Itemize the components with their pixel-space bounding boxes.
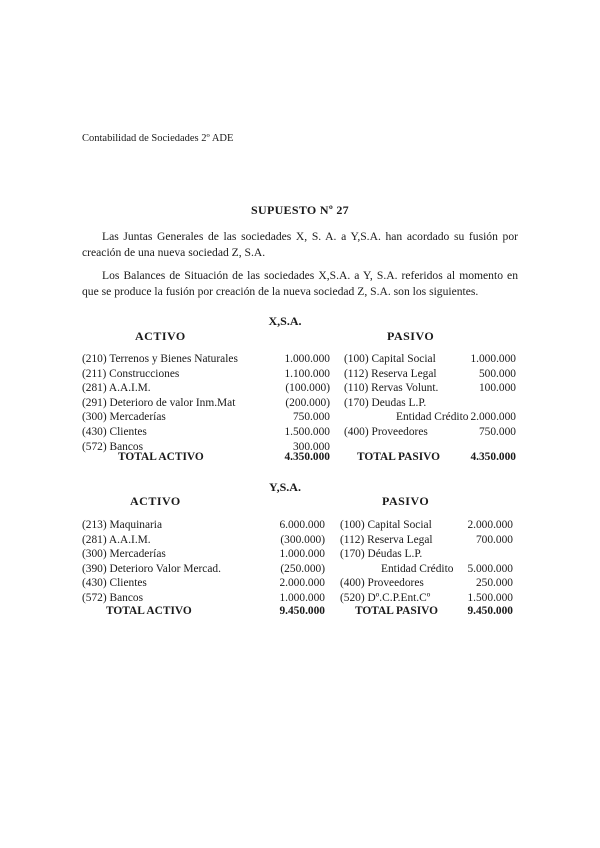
total-activo-value: 4.350.000 <box>284 451 330 463</box>
pasivo-row-value: 100.000 <box>478 382 516 395</box>
activo-row-value: (200.000) <box>285 396 330 409</box>
activo-row-label: (281) A.A.I.M. <box>82 533 151 546</box>
total-pasivo-value: 9.450.000 <box>467 605 513 617</box>
pasivo-row-label: (112) Reserva Legal <box>344 367 437 380</box>
activo-row-label: (430) Clientes <box>82 426 147 438</box>
page-header: Contabilidad de Sociedades 2º ADE <box>82 133 234 144</box>
activo-row-value: 1.100.000 <box>284 367 330 380</box>
activo-row-label: (213) Maquinaria <box>82 519 163 531</box>
pasivo-row-label: (100) Capital Social <box>344 353 436 365</box>
intro-paragraph-text: Las Juntas Generales de las sociedades X, S. A. a Y,S.A. han acordado su fusión por creación de una nueva sociedad Z, S.A. <box>82 230 518 259</box>
pasivo-row-label: (400) Proveedores <box>344 426 428 438</box>
activo-row-value: (300.000) <box>280 533 325 546</box>
pasivo-row-label: (100) Capital Social <box>340 519 432 531</box>
activo-row-label: (390) Deterioro Valor Mercad. <box>82 562 221 575</box>
activo-row-value: 1.000.000 <box>279 548 325 561</box>
activo-header: ACTIVO <box>130 494 181 508</box>
total-activo-label: TOTAL ACTIVO <box>106 605 192 617</box>
pasivo-header: PASIVO <box>387 329 435 343</box>
total-pasivo-value: 4.350.000 <box>470 451 516 463</box>
activo-row-value: 6.000.000 <box>279 519 325 531</box>
total-activo-label: TOTAL ACTIVO <box>118 451 204 463</box>
pasivo-row-value: 500.000 <box>478 367 516 380</box>
page-title: SUPUESTO Nº 27 <box>251 203 349 217</box>
activo-row-label: (572) Bancos <box>82 592 144 604</box>
pasivo-row-value: 1.000.000 <box>470 353 516 365</box>
activo-header: ACTIVO <box>135 329 186 343</box>
balances-paragraph <box>82 268 518 300</box>
activo-row-value: 300.000 <box>292 440 330 453</box>
pasivo-row-value: 700.000 <box>475 533 513 546</box>
pasivo-row-label: (110) Rervas Volunt. <box>344 382 439 395</box>
activo-row-label: (300) Mercaderías <box>82 548 166 561</box>
activo-row-label: (430) Clientes <box>82 577 147 590</box>
pasivo-row-value: 250.000 <box>475 577 513 590</box>
activo-row-label: (211) Construcciones <box>82 367 180 380</box>
activo-row-value: 1.000.000 <box>279 592 325 604</box>
total-activo-value: 9.450.000 <box>279 605 325 617</box>
pasivo-header: PASIVO <box>382 494 430 508</box>
activo-row-value: 750.000 <box>292 411 330 424</box>
pasivo-row-value: 2.000.000 <box>467 519 513 531</box>
activo-row-value: (250.000) <box>280 562 325 575</box>
company-name: X,S.A. <box>268 314 302 328</box>
activo-row-label: (572) Bancos <box>82 440 144 453</box>
activo-row-label: (300) Mercaderías <box>82 411 166 424</box>
total-pasivo-label: TOTAL PASIVO <box>355 605 439 617</box>
pasivo-row-label: (170) Deudas L.P. <box>344 396 427 409</box>
activo-row-value: (100.000) <box>285 382 330 395</box>
activo-row-label: (210) Terrenos y Bienes Naturales <box>82 353 238 365</box>
pasivo-row-value: 2.000.000 <box>470 411 516 424</box>
pasivo-row-label: (400) Proveedores <box>340 577 424 590</box>
pasivo-row-label: (112) Reserva Legal <box>340 533 433 546</box>
activo-row-value: 1.000.000 <box>284 353 330 365</box>
activo-row-value: 1.500.000 <box>284 426 330 438</box>
pasivo-row-label: Entidad Crédito <box>396 411 469 424</box>
activo-row-label: (281) A.A.I.M. <box>82 382 151 395</box>
balances-paragraph-text: Los Balances de Situación de las sociedades X,S.A. a Y, S.A. referidos al momento en que se produce la fusión por creación de la nueva sociedad Z, S.A. son los siguientes. <box>82 269 518 298</box>
pasivo-row-label: (520) Dº.C.P.Ent.Cº <box>340 592 431 604</box>
pasivo-row-label: (170) Déudas L.P. <box>340 548 423 561</box>
pasivo-row-value: 1.500.000 <box>467 592 513 604</box>
total-pasivo-label: TOTAL PASIVO <box>357 451 441 463</box>
intro-paragraph <box>82 229 518 261</box>
activo-row-label: (291) Deterioro de valor Inm.Mat <box>82 396 236 409</box>
pasivo-row-value: 5.000.000 <box>467 562 513 575</box>
pasivo-row-value: 750.000 <box>478 426 516 438</box>
company-name: Y,S.A. <box>269 480 301 494</box>
pasivo-row-label: Entidad Crédito <box>381 562 454 575</box>
activo-row-value: 2.000.000 <box>279 577 325 590</box>
